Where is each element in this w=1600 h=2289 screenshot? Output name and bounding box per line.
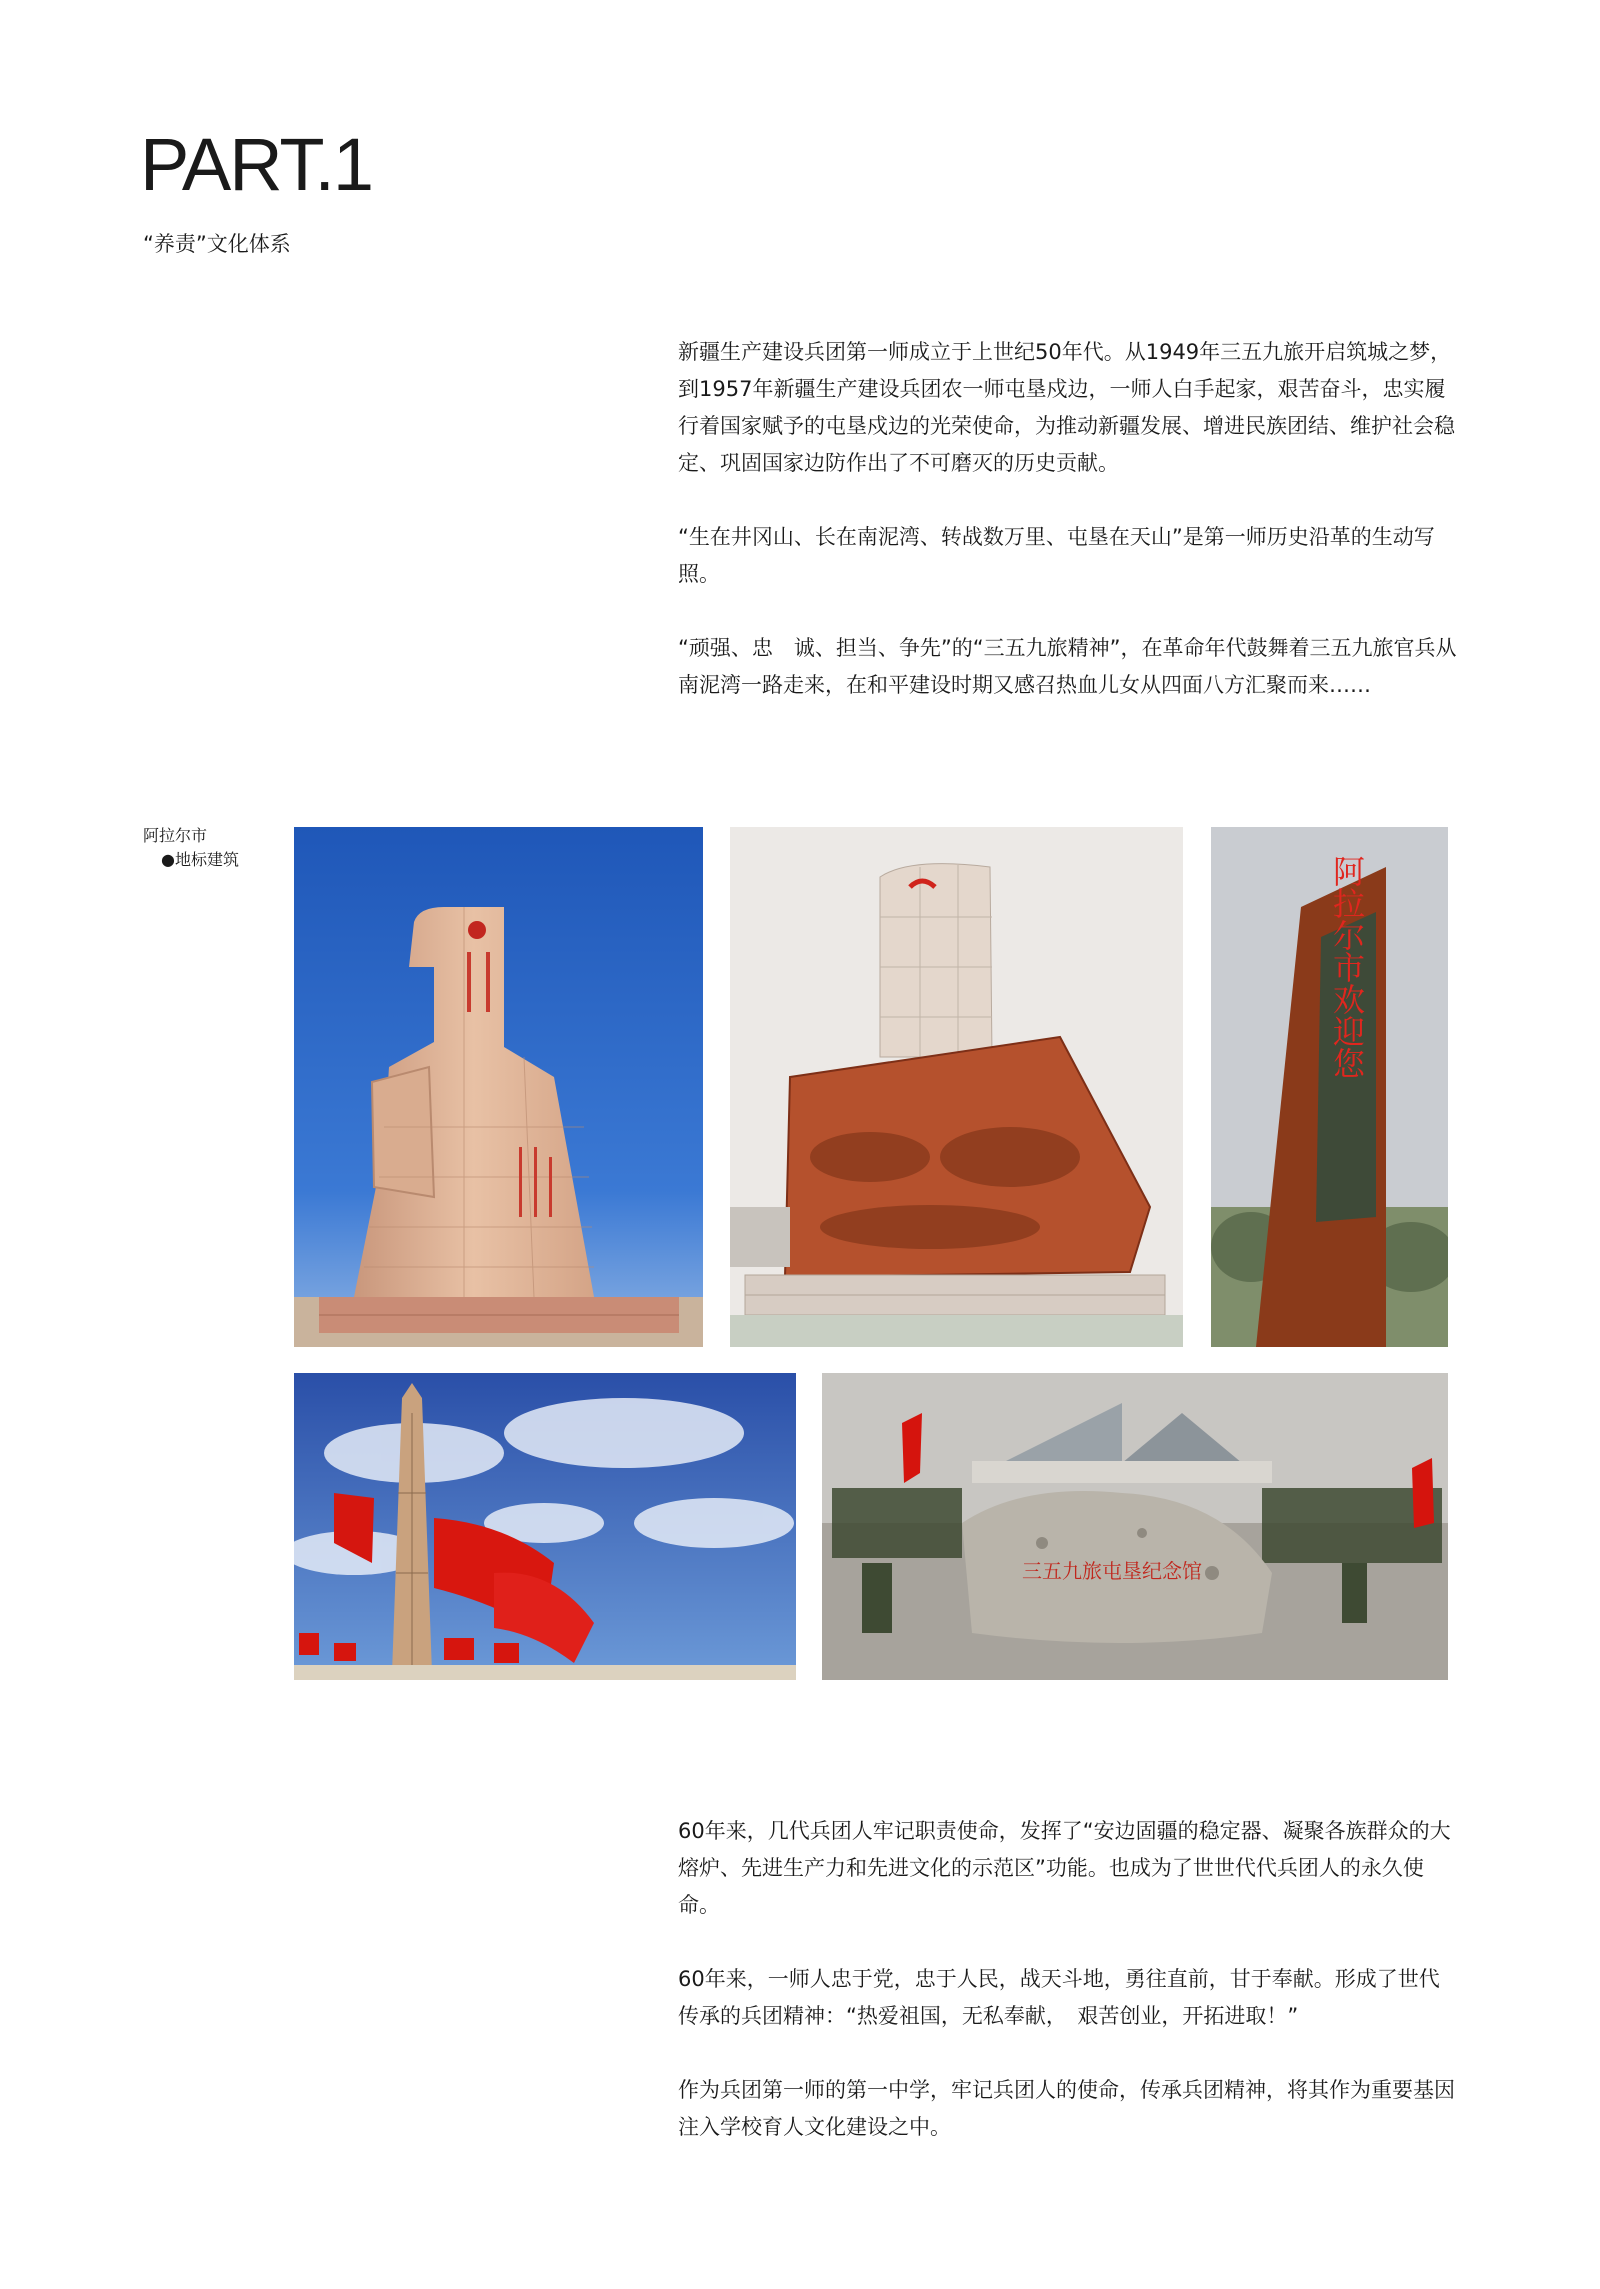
outro-paragraph-3: 作为兵团第一师的第一中学，牢记兵团人的使命，传承兵团精神，将其作为重要基因注入学校育人文化建设之中。 [678, 2078, 1455, 2139]
outro-paragraph-2: 60年来，一师人忠于党，忠于人民，战天斗地，勇往直前，甘于奉献。形成了世代传承的兵团精神：“热爱祖国，无私奉献， 艰苦创业，开拓进取！” [678, 1967, 1440, 2028]
intro-text [678, 334, 1458, 704]
intro-paragraph-2: “生在井冈山、长在南泥湾、转战数万里、屯垦在天山”是第一师历史沿革的生动写照。 [678, 525, 1435, 586]
photo-welcome-sign [1211, 827, 1448, 1347]
intro-paragraph-3: “顽强、忠 诚、担当、争先”的“三五九旅精神”，在革命年代鼓舞着三五九旅官兵从南泥湾一路走来，在和平建设时期又感召热血儿女从四面八方汇聚而来…… [678, 636, 1457, 697]
welcome-sign-text: 阿拉尔市欢迎您 [1328, 855, 1366, 1079]
photo-monument-relief-wall [730, 827, 1183, 1347]
intro-paragraph-1: 新疆生产建设兵团第一师成立于上世纪50年代。从1949年三五九旅开启筑城之梦，到1957年新疆生产建设兵团农一师屯垦戍边，一师人白手起家，艰苦奋斗，忠实履行着国家赋予的屯垦戍边的光荣使命，为推动新疆发展、增进民族团结、维护社会稳定、巩固国家边防作出了不可磨灭的历史贡献。 [678, 340, 1455, 475]
photo-monument-blue-sky [294, 827, 703, 1347]
page-subtitle: “养责”文化体系 [143, 232, 291, 256]
outro-paragraph-1: 60年来，几代兵团人牢记职责使命，发挥了“安边固疆的稳定器、凝聚各族群众的大熔炉、先进生产力和先进文化的示范区”功能。也成为了世世代代兵团人的永久使命。 [678, 1819, 1451, 1917]
gallery-caption [143, 824, 239, 872]
memorial-stone-text: 三五九旅屯垦纪念馆 [1022, 1559, 1202, 1583]
caption-city: 阿拉尔市 [143, 826, 208, 845]
outro-text [678, 1813, 1458, 2146]
photo-memorial-soldiers [822, 1373, 1448, 1680]
photo-obelisk-red-flags [294, 1373, 796, 1680]
page-title: PART.1 [140, 123, 373, 206]
caption-landmark: ●地标建筑 [161, 850, 239, 869]
